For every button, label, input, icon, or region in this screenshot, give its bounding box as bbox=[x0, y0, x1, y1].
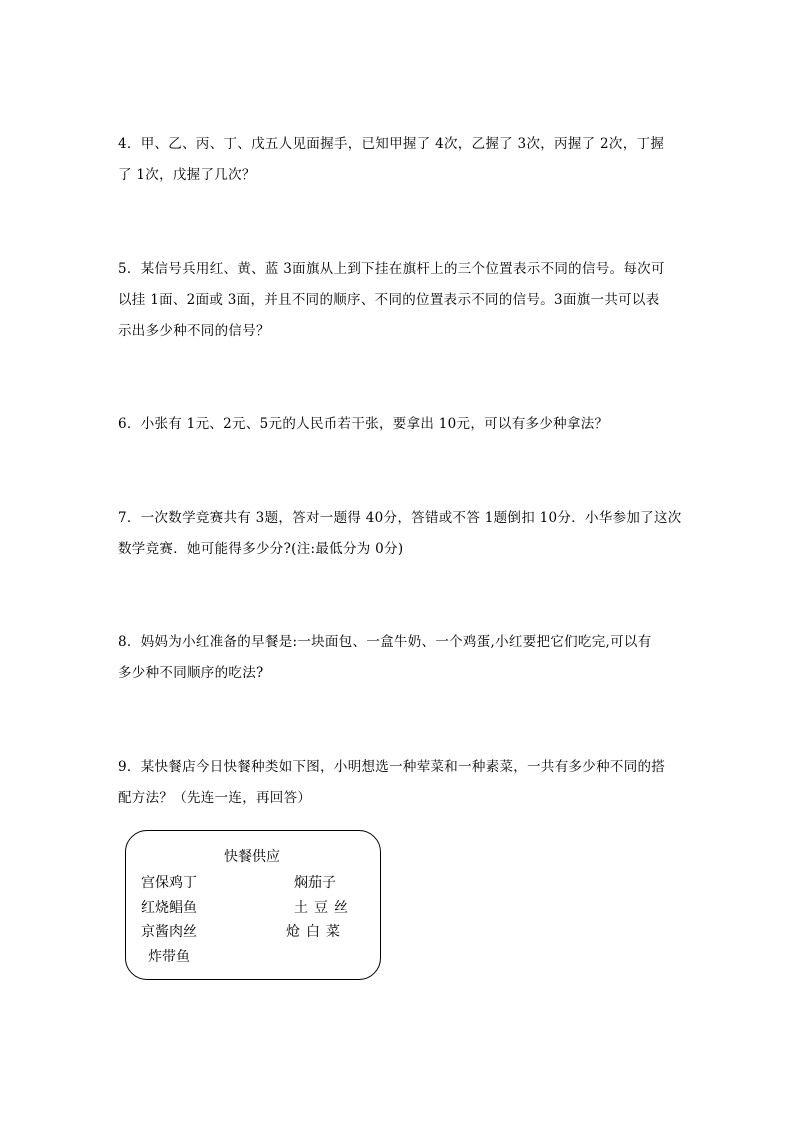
problem-4-line-2: 了 1次，戊握了几次？ bbox=[118, 167, 256, 183]
problem-5 bbox=[118, 254, 678, 347]
problem-9 bbox=[118, 752, 678, 814]
meat-dish-item: 宫保鸡丁 bbox=[141, 875, 197, 891]
fast-food-menu-box bbox=[125, 830, 381, 980]
problem-8 bbox=[118, 627, 678, 689]
problem-9-line-2: 配方法？（先连一连，再回答） bbox=[118, 790, 312, 806]
problem-4 bbox=[118, 129, 678, 191]
problem-8-line-2: 多少种不同顺序的吃法? bbox=[118, 665, 264, 681]
veg-dish-item: 炝白菜 bbox=[286, 924, 346, 940]
problem-6 bbox=[118, 409, 678, 440]
problem-9-line-1: 9．某快餐店今日快餐种类如下图，小明想选一种荤菜和一种素菜，一共有多少种不同的搭 bbox=[118, 759, 666, 775]
meat-dish-item: 京酱肉丝 bbox=[141, 924, 197, 940]
problem-7-line-2: 数学竞赛．她可能得多少分?(注:最低分为 0分) bbox=[118, 541, 404, 557]
problem-8-line-1: 8．妈妈为小红准备的早餐是:一块面包、一盒牛奶、一个鸡蛋,小红要把它们吃完,可以有 bbox=[118, 634, 652, 650]
problem-5-line-1: 5．某信号兵用红、黄、蓝 3面旗从上到下挂在旗杆上的三个位置表示不同的信号。每次可 bbox=[118, 261, 665, 277]
veg-dish-item: 土豆丝 bbox=[294, 900, 354, 916]
problem-4-line-1: 4．甲、乙、丙、丁、戊五人见面握手，已知甲握了 4次，乙握了 3次，丙握了 2次，丁握 bbox=[118, 136, 665, 152]
menu-title: 快餐供应 bbox=[224, 849, 280, 865]
problem-5-line-3: 示出多少种不同的信号？ bbox=[118, 323, 270, 339]
problem-7-line-1: 7．一次数学竞赛共有 3题，答对一题得 40分，答错或不答 1题倒扣 10分．小华参加了这次 bbox=[118, 510, 682, 526]
problem-7 bbox=[118, 503, 682, 565]
meat-dish-item: 炸带鱼 bbox=[148, 949, 190, 965]
meat-dish-item: 红烧鲳鱼 bbox=[141, 900, 197, 916]
problem-5-line-2: 以挂 1面、2面或 3面，并且不同的顺序、不同的位置表示不同的信号。3面旗一共可以表 bbox=[118, 292, 660, 308]
problem-6-line-1: 6．小张有 1元、2元、5元的人民币若干张，要拿出 10元，可以有多少种拿法？ bbox=[118, 416, 609, 432]
veg-dish-item: 焖茄子 bbox=[294, 875, 336, 891]
